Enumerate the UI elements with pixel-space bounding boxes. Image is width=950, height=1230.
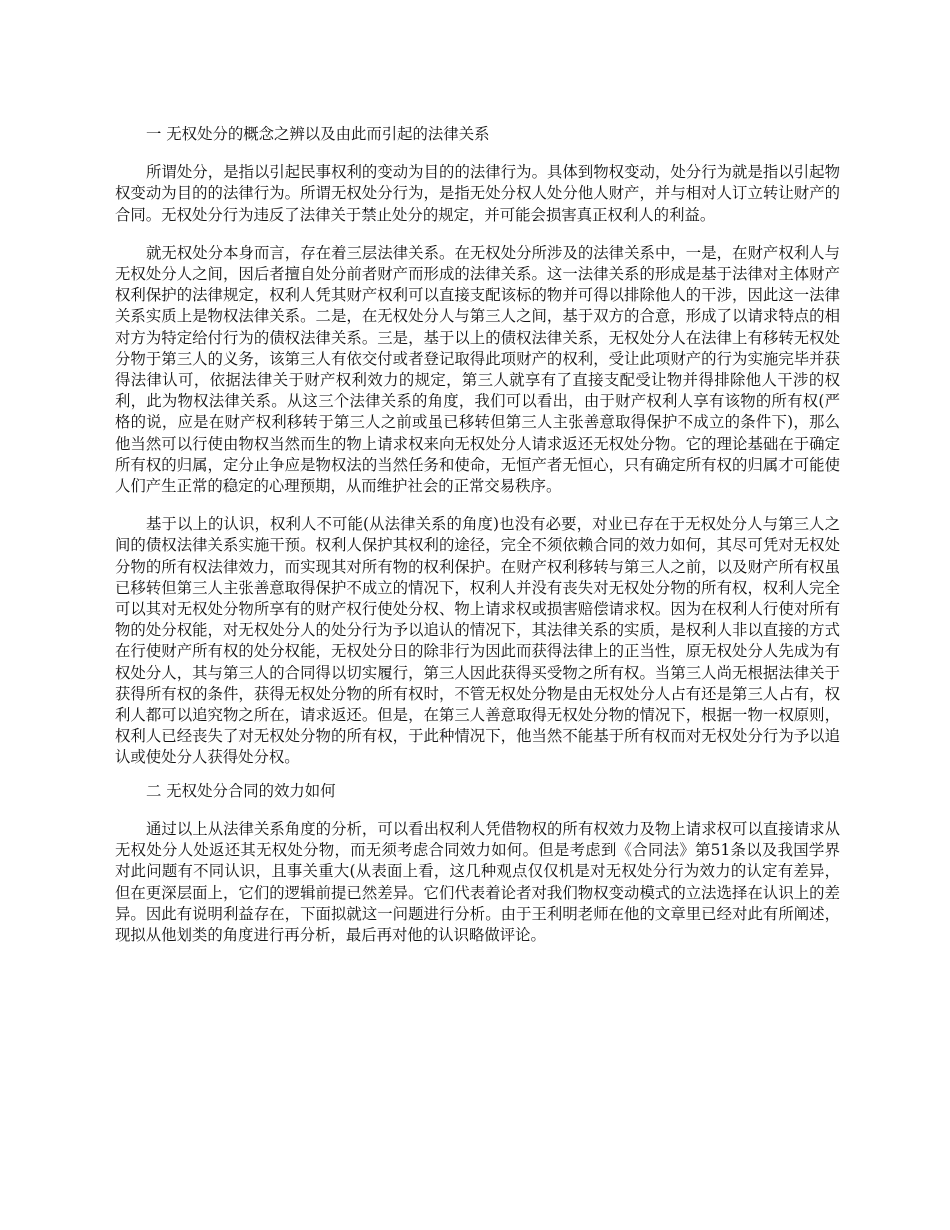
section-heading-1: 一 无权处分的概念之辨以及由此而引起的法律关系	[146, 125, 490, 143]
paragraph-4: 通过以上从法律关系角度的分析，可以看出权利人凭借物权的所有权效力及物上请求权可以直接请求从无权处分人处返还其无权处分物，而无须考虑合同效力如何。但是考虑到《合同法》第51条以及我国学界对此问题有不同认识，且事关重大(从表面上看，这几种观点仅仅机是对无权处分行为效力的认定有差异，但在更深层面上，它们的逻辑前提已然差异。它们代表着论者对我们物权变动模式的立法选择在认识上的差异。因此有说明利益存在，下面拟就这一问题进行分析。由于王利明老师在他的文章里已经对此有所阐述，现拟从他划类的角度进行再分析，最后再对他的认识略做评论。	[115, 819, 840, 944]
spacer	[115, 769, 840, 781]
paragraph-2: 就无权处分本身而言，存在着三层法律关系。在无权处分所涉及的法律关系中，一是，在财产权利人与无权处分人之间，因后者擅自处分前者财产而形成的法律关系。这一法律关系的形成是基于法律对主体财产权利保护的法律规定，权利人凭其财产权利可以直接支配该标的物并可得以排除他人的干涉，因此这一法律关系实质上是物权法律关系。二是，在无权处分人与第三人之间，基于双方的合意，形成了以请求特点的相对方为特定给付行为的债权法律关系。三是，基于以上的债权法律关系，无权处分人在法律上有移转无权处分物于第三人的义务，该第三人有依交付或者登记取得此项财产的权利，受让此项财产的行为实施完毕并获得法律认可，依据法律关于财产权利效力的规定，第三人就享有了直接支配受让物并得排除他人干涉的权利，此为物权法律关系。从这三个法律关系的角度，我们可以看出，由于财产权利人享有该物的所有权(严格的说，应是在财产权利移转于第三人之前或虽已移转但第三人主张善意取得保护不成立的条件下)，那么他当然可以行使由物权当然而生的物上请求权来向无权处分人请求返还无权处分物。它的理论基础在于确定所有权的归属，定分止争应是物权法的当然任务和使命，无恒产者无恒心，只有确定所有权的归属才可能使人们产生正常的稳定的心理预期，从而维护社会的正常交易秩序。	[115, 243, 840, 496]
paragraph-1: 所谓处分，是指以引起民事权利的变动为目的的法律行为。具体到物权变动，处分行为就是指以引起物权变动为目的的法律行为。所谓无权处分行为，是指无处分权人处分他人财产，并与相对人订立转让财产的合同。无权处分行为违反了法律关于禁止处分的规定，并可能会损害真正权利人的利益。	[115, 163, 840, 224]
section-heading-2: 二 无权处分合同的效力如何	[146, 781, 336, 800]
paragraph-3: 基于以上的认识，权利人不可能(从法律关系的角度)也没有必要，对业已存在于无权处分人与第三人之间的债权法律关系实施干预。权利人保护其权利的途径，完全不须依赖合同的效力如何，其尽可凭对无权处分物的所有权法律效力，而实现其对所有物的权利保护。在财产权利移转与第三人之前，以及财产所有权虽已移转但第三人主张善意取得保护不成立的情况下，权利人并没有丧失对无权处分物的所有权，权利人完全可以其对无权处分物所享有的财产权行使处分权、物上请求权或损害赔偿请求权。因为在权利人行使对所有物的处分权能，对无权处分人的处分行为予以追认的情况下，其法律关系的实质，是权利人非以直接的方式在行使财产所有权的处分权能，无权处分日的除非行为因此而获得法律上的正当性，原无权处分人先成为有权处分人，其与第三人的合同得以切实履行，第三人因此获得买受物之所有权。当第三人尚无根据法律关于获得所有权的条件，获得无权处分物的所有权时，不管无权处分物是由无权处分人占有还是第三人占有，权利人都可以追究物之所在，请求返还。但是，在第三人善意取得无权处分物的情况下，根据一物一权原则，权利人已经丧失了对无权处分物的所有权，于此种情况下，他当然不能基于所有权而对无权处分行为予以追认或使处分人获得处分权。	[115, 515, 840, 767]
spacer	[115, 145, 840, 162]
document-body	[115, 124, 840, 946]
spacer	[115, 226, 840, 243]
spacer	[115, 497, 840, 514]
spacer	[115, 802, 840, 819]
